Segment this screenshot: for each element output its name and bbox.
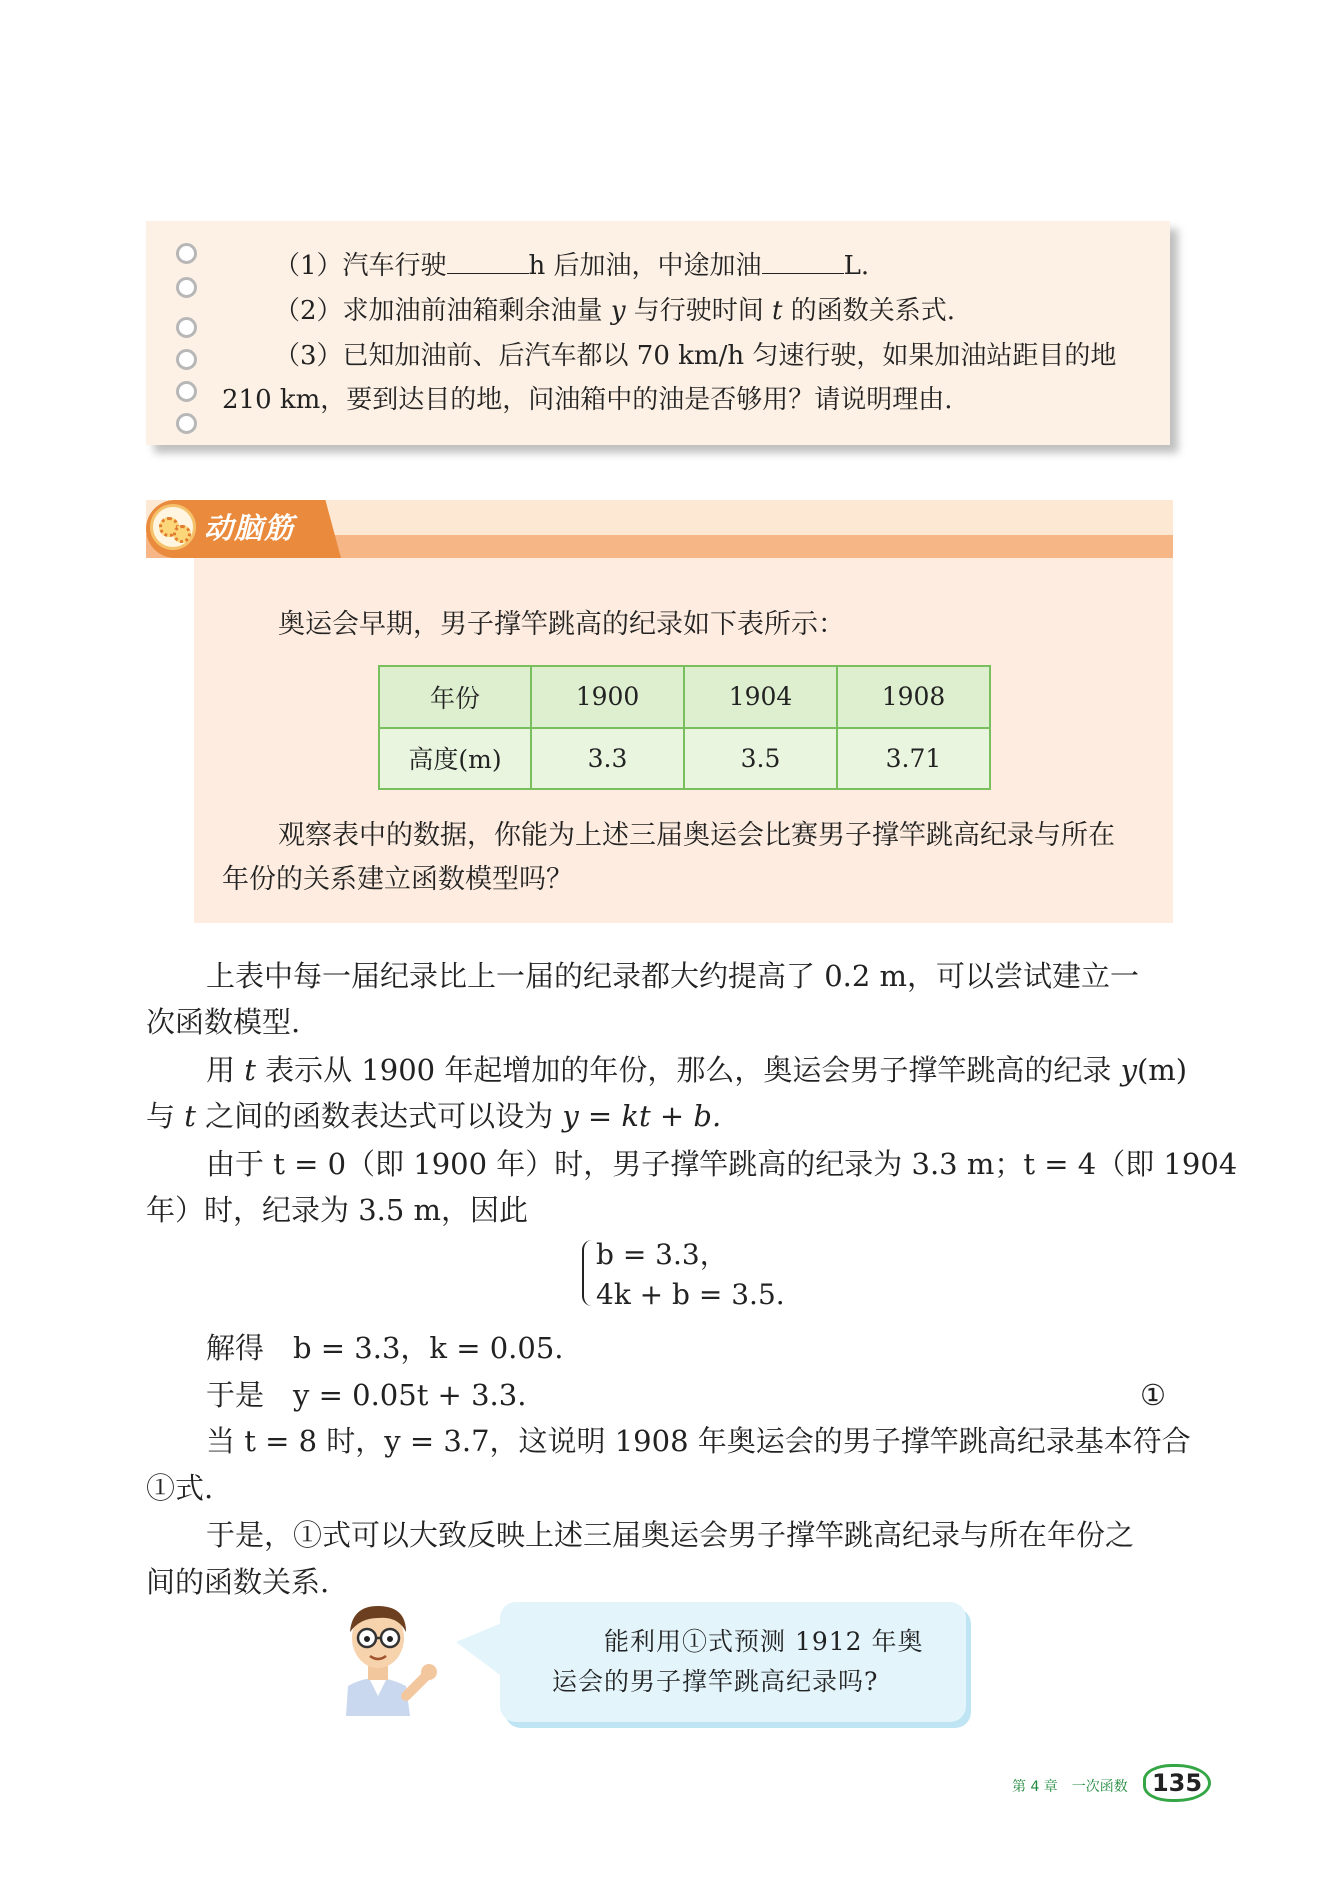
table-cell: 3.5: [684, 728, 837, 790]
brain-question-line1: 观察表中的数据，你能为上述三届奥运会比赛男子撑竿跳高纪录与所在: [278, 820, 1115, 851]
paragraph-text: (m): [1136, 1053, 1188, 1087]
fill-blank-hours: [447, 251, 529, 274]
records-table: [378, 665, 991, 790]
variable-t: t: [244, 1053, 256, 1087]
conclusion-line2: 间的函数关系.: [146, 1565, 330, 1599]
table-row: [379, 728, 990, 790]
variable-t: t: [772, 296, 783, 326]
table-row: [379, 666, 990, 728]
solution-line: 解得 b = 3.3，k = 0.05.: [206, 1331, 564, 1365]
speech-bubble: [500, 1602, 966, 1722]
paragraph-2-line1: [206, 1053, 1187, 1087]
check-line1: 当 t = 8 时，y = 3.7，这说明 1908 年奥运会的男子撑竿跳高纪录基本符合: [206, 1424, 1191, 1458]
exercise-card: [146, 221, 1170, 445]
result-formula: 于是 y = 0.05t + 3.3.: [206, 1378, 527, 1412]
variable-y: y: [610, 296, 626, 326]
gear-icon: [173, 525, 191, 543]
page-number: 135: [1143, 1764, 1211, 1802]
table-cell: 1900: [531, 666, 684, 728]
variable-y: y: [1120, 1053, 1137, 1087]
exercise-q1: [274, 251, 869, 281]
speech-bubble-tail: [456, 1622, 504, 1678]
paragraph-text: 与: [146, 1099, 185, 1133]
paragraph-text: 用: [206, 1053, 245, 1087]
paragraph-text: 表示从 1900 年起增加的年份，那么，奥运会男子撑竿跳高的纪录: [255, 1053, 1121, 1087]
exercise-q2-text: （2）求加油前油箱剩余油量: [274, 296, 611, 326]
exercise-q3-line2: 210 km，要到达目的地，问油箱中的油是否够用？请说明理由.: [222, 385, 953, 415]
binder-ring: [176, 349, 197, 370]
table-cell: 年份: [379, 666, 531, 728]
formula-marker: ①: [1140, 1378, 1166, 1412]
check-line2: ①式.: [146, 1471, 214, 1505]
bubble-line1: 能利用①式预测 1912 年奥: [604, 1627, 924, 1656]
exercise-q1-text: h 后加油，中途加油: [528, 251, 762, 281]
exercise-q2: [274, 296, 955, 326]
table-cell: 3.71: [837, 728, 990, 790]
binder-ring: [176, 277, 197, 298]
paragraph-3-line1: 由于 t = 0（即 1900 年）时，男子撑竿跳高的纪录为 3.3 m；t = 4（即 1904: [206, 1147, 1238, 1181]
exercise-q1-text: （1）汽车行驶: [274, 251, 447, 281]
paragraph-1-line2: 次函数模型.: [146, 1005, 301, 1039]
equation-system: [582, 1238, 785, 1312]
table-cell: 高度(m): [379, 728, 531, 790]
binder-ring: [176, 317, 197, 338]
exercise-q2-text: 与行驶时间: [625, 296, 773, 326]
exercise-q3-line1: （3）已知加油前、后汽车都以 70 km/h 匀速行驶，如果加油站距目的地: [274, 341, 1117, 371]
brain-intro: 奥运会早期，男子撑竿跳高的纪录如下表所示：: [278, 609, 845, 640]
table-cell: 1904: [684, 666, 837, 728]
exercise-q1-text: L.: [843, 251, 870, 281]
conclusion-line1: 于是，①式可以大致反映上述三届奥运会男子撑竿跳高纪录与所在年份之: [206, 1518, 1135, 1552]
paragraph-3-line2: 年）时，纪录为 3.5 m，因此: [146, 1193, 529, 1227]
paragraph-2-line2: [146, 1099, 721, 1133]
paragraph-text: 之间的函数表达式可以设为: [195, 1099, 563, 1133]
teacher-character-icon: [326, 1598, 444, 1716]
footer-chapter: 第 4 章 一次函数: [1012, 1779, 1128, 1795]
linear-formula: y = kt + b.: [562, 1099, 722, 1133]
exercise-q2-text: 的函数关系式.: [782, 296, 956, 326]
binder-ring: [176, 381, 197, 402]
gears-icon: [150, 504, 196, 550]
table-cell: 3.3: [531, 728, 684, 790]
paragraph-1-line1: 上表中每一届纪录比上一届的纪录都大约提高了 0.2 m，可以尝试建立一: [206, 959, 1140, 993]
binder-ring: [176, 413, 197, 434]
variable-t: t: [184, 1099, 196, 1133]
brain-title: 动脑筋: [204, 511, 295, 545]
fill-blank-liters: [762, 251, 844, 274]
left-brace: [582, 1240, 592, 1306]
bubble-line2: 运会的男子撑竿跳高纪录吗?: [552, 1667, 879, 1696]
equation-1: b = 3.3，: [596, 1238, 728, 1271]
table-cell: 1908: [837, 666, 990, 728]
binder-ring: [176, 243, 197, 264]
equation-2: 4k + b = 3.5.: [596, 1278, 785, 1311]
brain-question-line2: 年份的关系建立函数模型吗？: [222, 864, 573, 895]
